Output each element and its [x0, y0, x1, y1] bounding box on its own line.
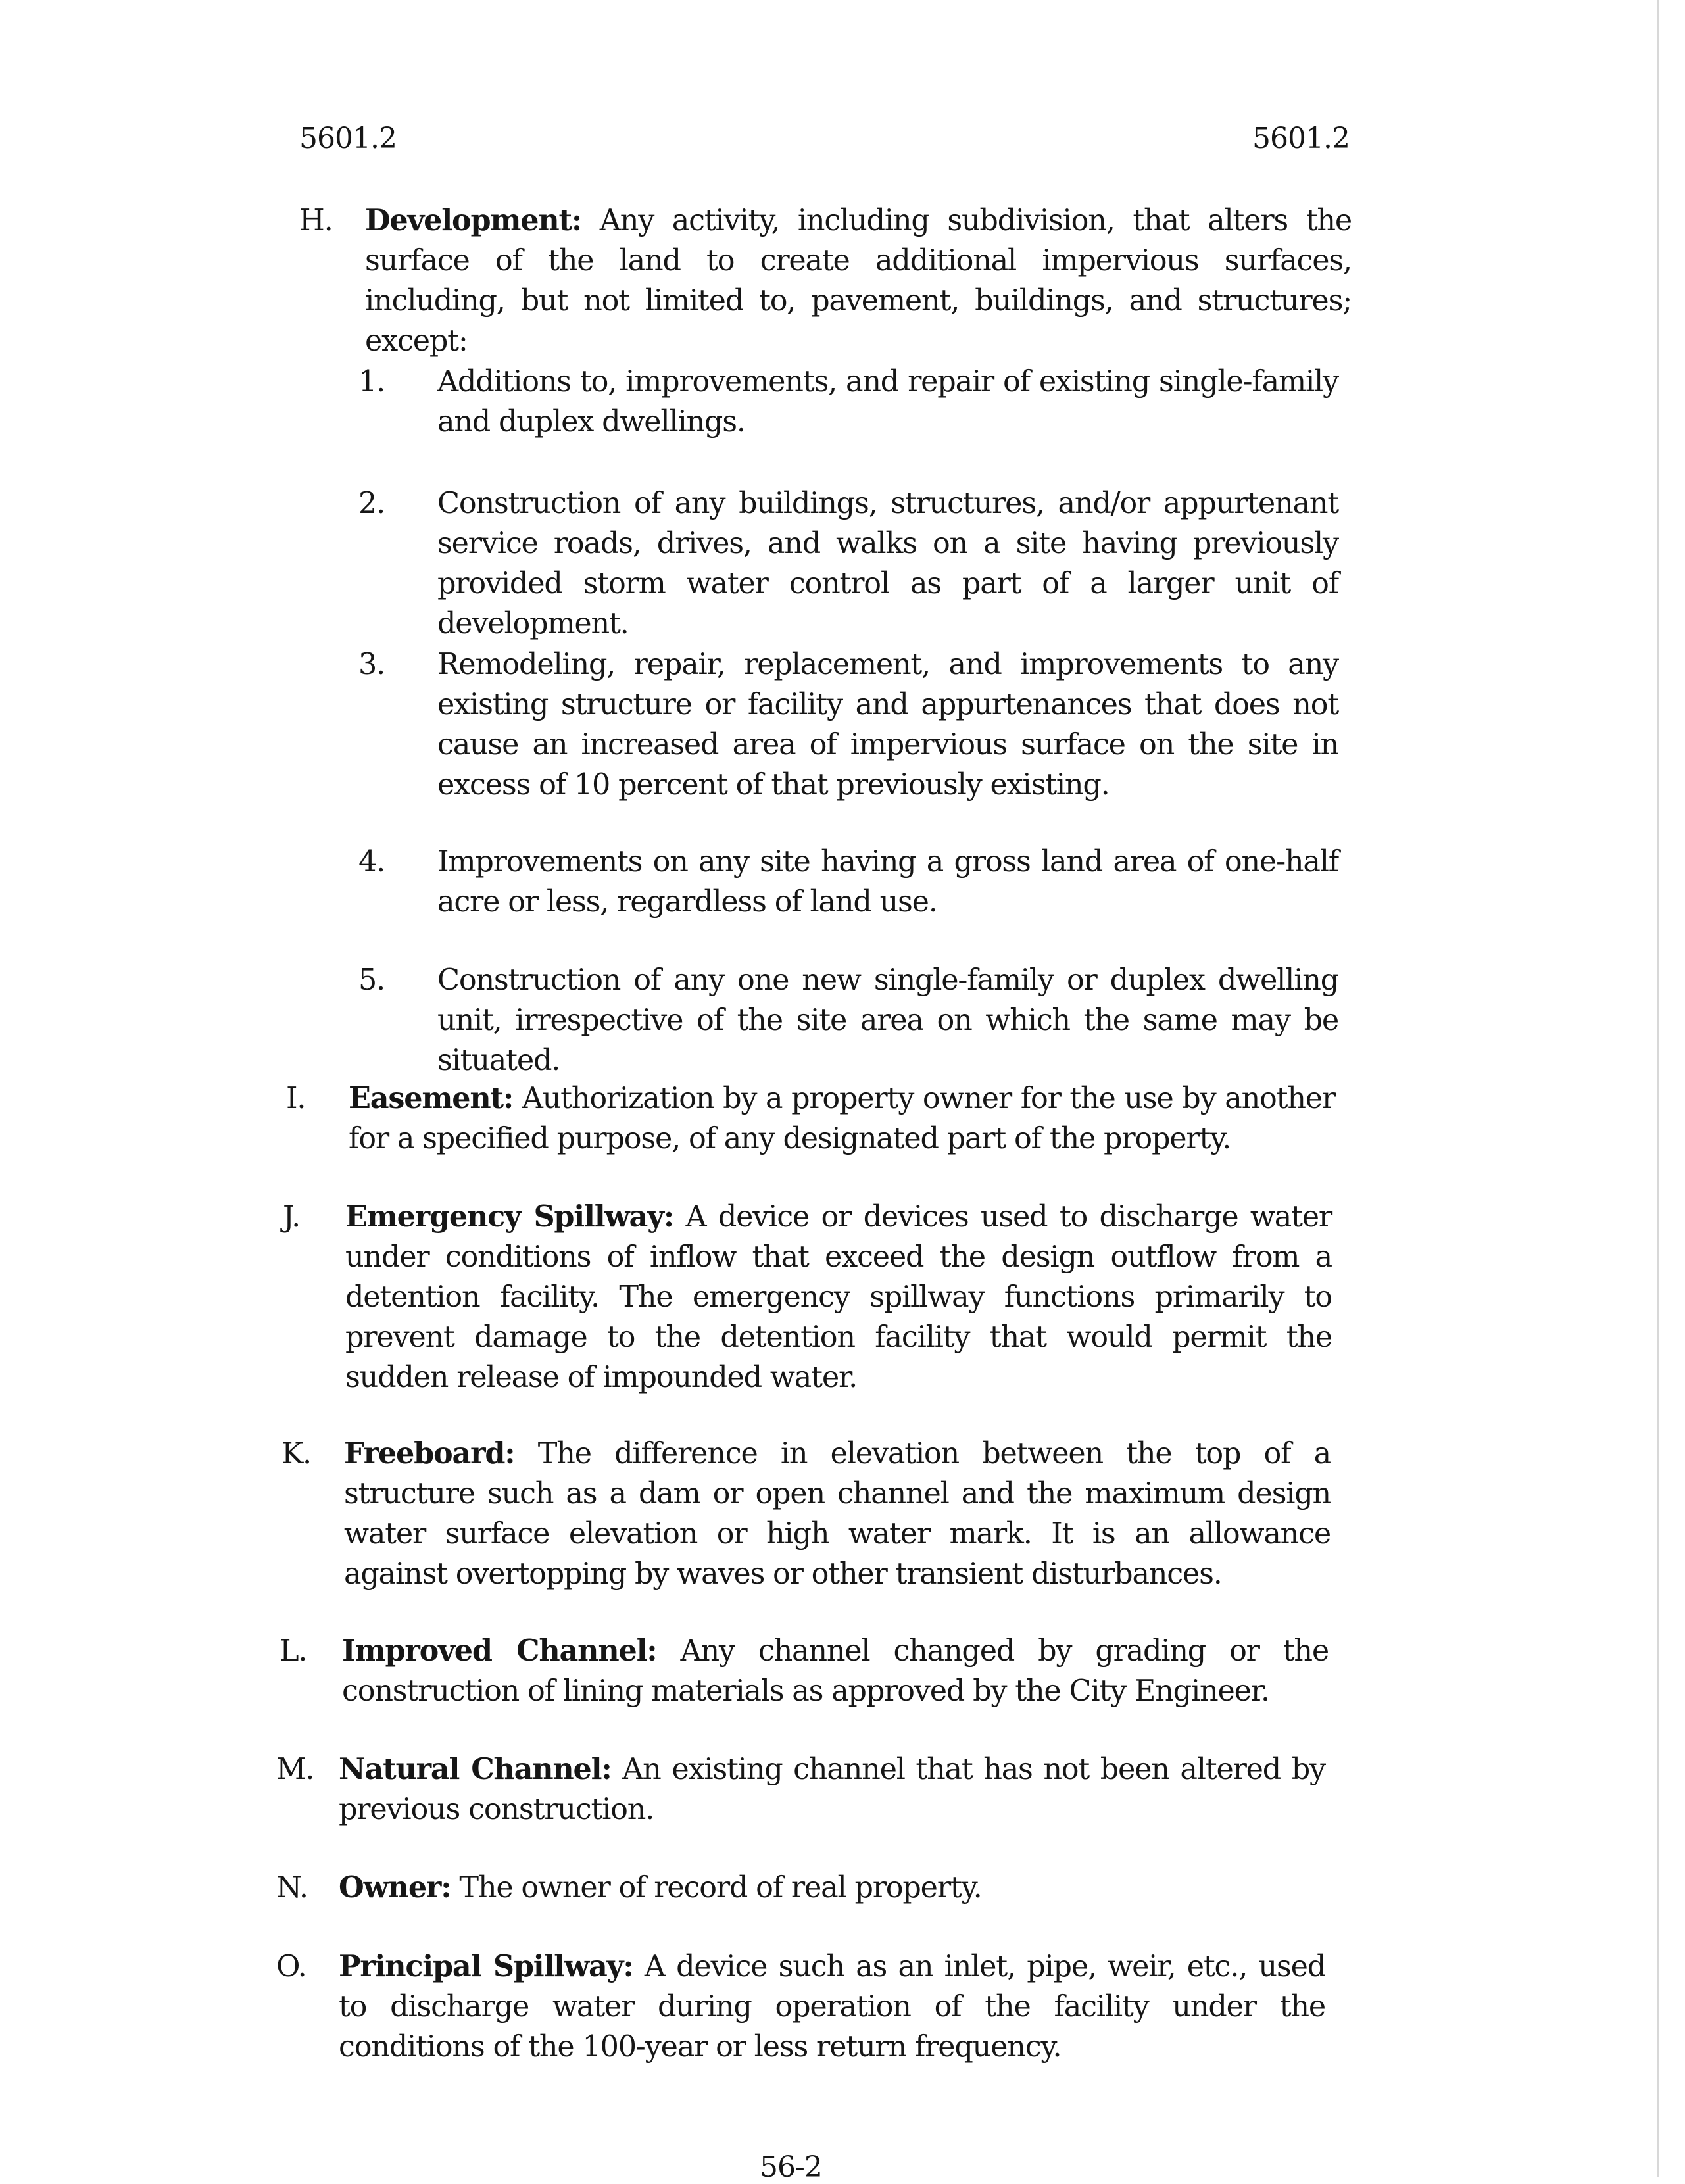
definition-body	[339, 1868, 1325, 1908]
exception-text: Construction of any one new single-family or duplex dwelling unit, irrespective of the site area on which the same may be situated.	[437, 963, 1338, 1077]
page-number: 56-2	[760, 2150, 822, 2184]
definition-term: Principal Spillway:	[339, 1949, 633, 1983]
exception-number: 2.	[358, 487, 385, 520]
definition-body	[339, 1947, 1325, 2067]
exception-text: Construction of any buildings, structures, and/or appurtenant service roads, drives, and walks on a site having previously provided storm water control as part of a larger unit of development.	[437, 487, 1338, 641]
definition-term: Freeboard:	[344, 1436, 515, 1470]
definition-term: Development:	[365, 203, 582, 237]
definition-letter: K.	[281, 1437, 311, 1470]
definition-text: An existing channel that has not been altered by previous construction.	[339, 1753, 1325, 1826]
definition-term: Easement:	[349, 1081, 514, 1115]
definition-text: Any activity, including subdivision, that alters the surface of the land to create additional impervious surfaces, including, but not limited to, pavement, buildings, and structures; except:	[365, 204, 1352, 358]
exception-number: 5.	[358, 963, 385, 997]
definition-body	[339, 1749, 1325, 1830]
exception-text: Additions to, improvements, and repair of existing single-family and duplex dwellings.	[437, 365, 1338, 439]
header-section-left: 5601.2	[299, 122, 397, 155]
definition-text: Any channel changed by grading or the construction of lining materials as approved by the City Engineer.	[342, 1634, 1329, 1708]
exception-number: 3.	[358, 648, 385, 681]
definition-body	[345, 1197, 1332, 1397]
definition-letter: M.	[276, 1753, 314, 1786]
header-section-right: 5601.2	[1252, 122, 1350, 155]
scan-edge-line	[1657, 0, 1659, 2177]
definition-body	[342, 1631, 1329, 1711]
definition-body	[349, 1079, 1335, 1159]
definition-text: A device such as an inlet, pipe, weir, etc., used to discharge water during operation of the facility under the conditions of the 100-year or less return frequency.	[339, 1950, 1325, 2064]
definition-term: Owner:	[339, 1870, 451, 1905]
definition-text: The owner of record of real property.	[459, 1871, 982, 1905]
definition-body	[365, 201, 1352, 361]
definition-term: Natural Channel:	[339, 1752, 612, 1786]
exception-number: 1.	[358, 365, 385, 399]
definition-letter: O.	[276, 1950, 306, 1983]
exception-number: 4.	[358, 845, 385, 879]
definition-letter: N.	[276, 1871, 308, 1905]
definition-text: The difference in elevation between the top of a structure such as a dam or open channel and the maximum design water surface elevation or high water mark. It is an allowance against overtopping by waves or other transient disturbances.	[344, 1437, 1331, 1591]
definition-term: Emergency Spillway:	[345, 1200, 674, 1234]
definition-letter: J.	[283, 1200, 301, 1234]
definition-letter: L.	[280, 1634, 307, 1668]
exception-text: Remodeling, repair, replacement, and improvements to any existing structure or facility and appurtenances that does not cause an increased area of impervious surface on the site in excess of 10 percent of that previously existing.	[437, 648, 1338, 802]
definition-text: Authorization by a property owner for the use by another for a specified purpose, of any designated part of the property.	[349, 1082, 1335, 1155]
exception-text: Improvements on any site having a gross land area of one-half acre or less, regardless of land use.	[437, 845, 1338, 919]
definition-letter: I.	[286, 1082, 306, 1115]
definition-term: Improved Channel:	[342, 1634, 657, 1668]
definition-letter: H.	[299, 204, 333, 237]
definition-text: A device or devices used to discharge water under conditions of inflow that exceed the design outflow from a detention facility. The emergency spillway functions primarily to prevent damage to the detention facility that would permit the sudden release of impounded water.	[345, 1200, 1332, 1394]
definition-body	[344, 1434, 1331, 1594]
